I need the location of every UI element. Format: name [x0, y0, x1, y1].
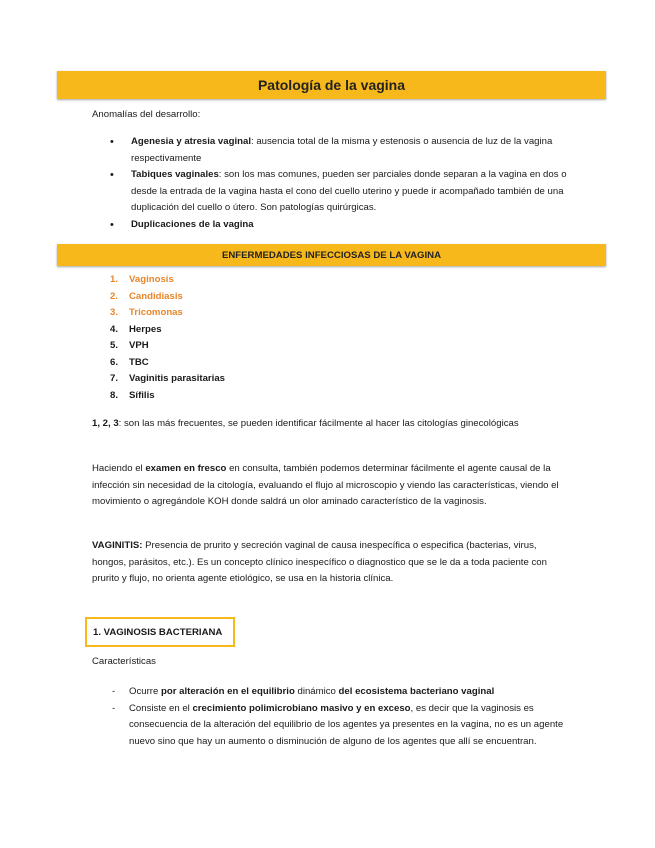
list-number: 4.: [110, 323, 119, 335]
paragraph-emphasis: VAGINITIS:: [92, 540, 143, 551]
bullet-icon: •: [110, 136, 114, 148]
list-item: [110, 371, 225, 388]
list-item: [110, 305, 225, 322]
item-part-bold: del ecosistema bacteriano vaginal: [338, 686, 495, 697]
dash-icon: -: [112, 686, 116, 697]
frequency-note: [92, 416, 572, 433]
developmental-anomalies-label: Anomalías del desarrollo:: [92, 109, 201, 120]
fresh-exam-paragraph: [92, 461, 572, 511]
list-number: 3.: [110, 307, 119, 318]
list-item: [110, 167, 572, 217]
disease-label: Vaginitis parasitarias: [129, 373, 225, 384]
title-banner: [57, 71, 606, 99]
section-heading: 1. VAGINOSIS BACTERIANA: [93, 626, 223, 638]
paragraph-text: en consulta, también podemos determinar fácilmente el agente causal de la infección sin necesidad de la citología, evaluando el flujo al microscopio y viendo las características, viendo el movimiento o agregándole KOH donde saldrá un olor aminado característico de la vaginosis.: [92, 463, 559, 507]
list-item: [110, 388, 225, 405]
vaginitis-paragraph: [92, 538, 572, 588]
disease-label: TBC: [129, 356, 149, 368]
anomaly-term: Tabiques vaginales: [131, 169, 219, 180]
paragraph-emphasis: examen en fresco: [145, 463, 227, 474]
paragraph-text: Haciendo el: [92, 463, 146, 474]
disease-label: Sífilis: [129, 389, 155, 401]
paragraph-text: Presencia de prurito y secreción vaginal de causa inespecífica o especifica (bacterias, virus, hongos, parásitos, etc.). Es un concepto clínico inespecífico o diagnostico que se le da a toda paciente con prurito y flujo, no orienta agente etiológico, se usa en la historia clínica.: [92, 540, 547, 584]
section-heading: ENFERMEDADES INFECCIOSAS DE LA VAGINA: [221, 249, 442, 261]
developmental-anomalies-list: [110, 134, 572, 233]
list-item: [110, 338, 225, 355]
bullet-icon: •: [110, 169, 114, 181]
list-item: [110, 272, 225, 289]
item-part-bold: crecimiento polimicrobiano masivo y en exceso: [192, 702, 411, 714]
characteristics-list: [112, 684, 574, 750]
disease-label: Candidiasis: [129, 290, 183, 302]
bullet-icon: •: [110, 218, 114, 231]
list-item: [110, 289, 225, 306]
dash-icon: -: [112, 702, 116, 714]
infectious-section-banner: [57, 244, 606, 266]
anomaly-description: : ausencia total de la misma y estenosis o ausencia de luz de la vagina respectivamente: [131, 136, 553, 164]
anomaly-description: : son los mas comunes, pueden ser parciales donde separan a la vagina en dos o desde la entrada de la vagina hasta el cono del cuello uterino y puede ir acompañado también de una duplicación del cuello o útero. Son patologías quirúrgicas.: [131, 169, 567, 213]
list-item: [110, 355, 225, 372]
list-item: [112, 684, 574, 701]
item-part-bold: por alteración en el equilibrio: [161, 686, 295, 697]
list-number: 7.: [110, 373, 119, 384]
anomaly-term: Agenesia y atresia vaginal: [131, 136, 251, 147]
list-item: [112, 701, 574, 751]
infectious-disease-list: [110, 272, 225, 404]
note-text: : son las más frecuentes, se pueden identificar fácilmente al hacer las citologías ginecológicas: [118, 418, 519, 429]
list-number: 2.: [110, 290, 119, 302]
list-number: 8.: [110, 389, 119, 401]
list-item: [110, 134, 572, 167]
list-number: 6.: [110, 356, 119, 368]
anomaly-term: Duplicaciones de la vagina: [131, 218, 254, 230]
disease-label: VPH: [129, 340, 149, 351]
disease-label: Herpes: [129, 323, 162, 335]
item-part: Consiste en el: [129, 702, 193, 714]
list-number: 5.: [110, 340, 119, 351]
characteristics-label: Características: [92, 656, 156, 667]
disease-label: Tricomonas: [129, 307, 183, 318]
list-number: 1.: [110, 274, 119, 285]
list-item: [110, 217, 572, 234]
note-emphasis: 1, 2, 3: [92, 418, 119, 429]
disease-label: Vaginosis: [129, 274, 174, 285]
list-item: [110, 322, 225, 339]
item-part: , es decir que la vaginosis es consecuencia de la alteración del equilibrio de los agentes ya presentes en la vagina, no es un agente nuevo sino que hay un aumento o disminución de alguno de los agentes que allí se encuentran.: [129, 702, 564, 747]
page-title: Patología de la vagina: [257, 77, 406, 93]
item-part: dinámico: [294, 686, 339, 697]
item-part: Ocurre: [129, 686, 161, 697]
bacterial-vaginosis-heading-box: [85, 617, 235, 647]
